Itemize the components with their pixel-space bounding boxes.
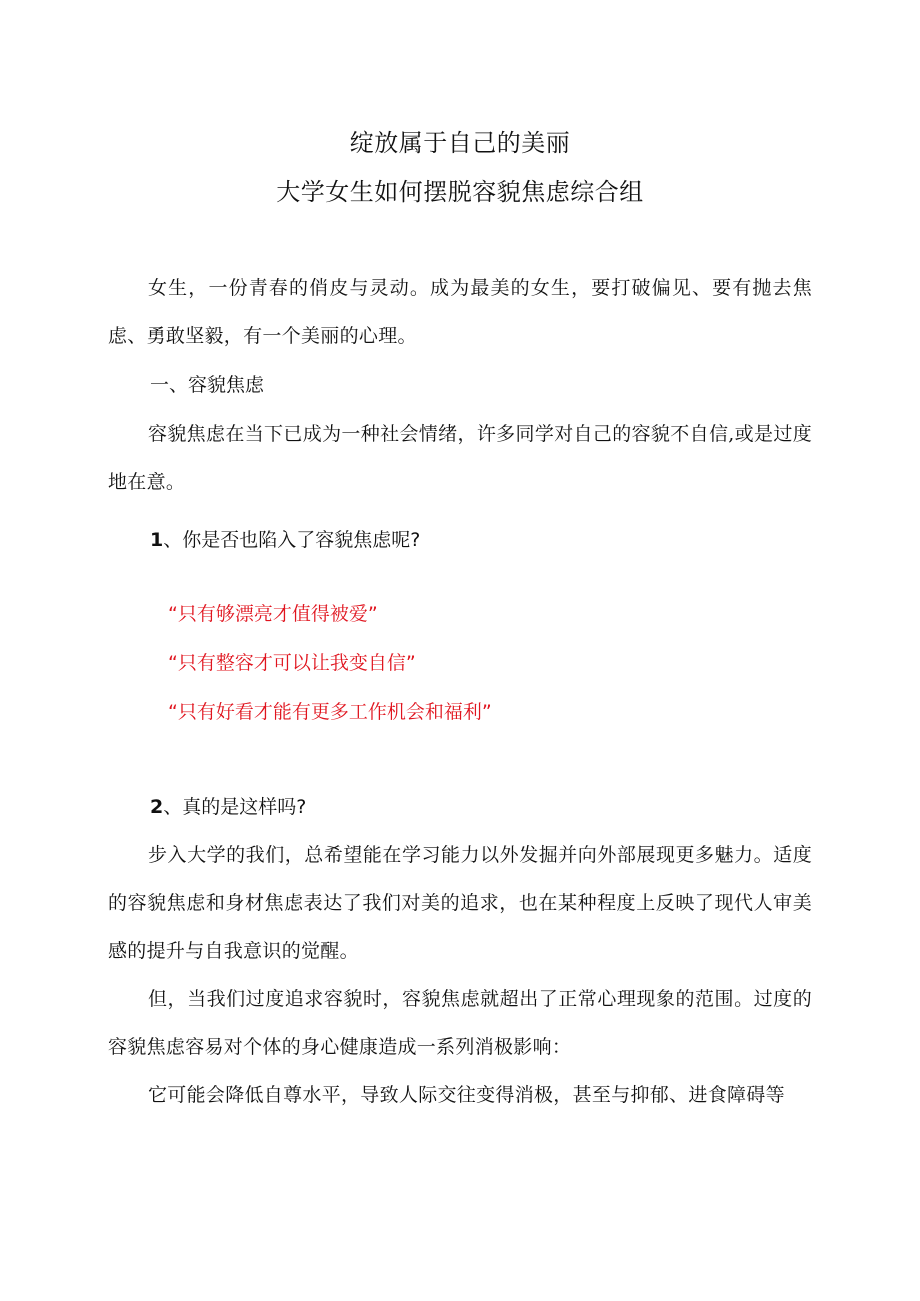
subheading-1-number: 1 bbox=[150, 529, 164, 551]
quote-item: “只有整容才可以让我变自信” bbox=[168, 652, 416, 674]
subheading-1-text: 、你是否也陷入了容貌焦虑呢? bbox=[163, 529, 421, 551]
subheading-2 bbox=[150, 794, 306, 820]
body-paragraph: 但，当我们过度追求容貌时，容貌焦虑就超出了正常心理现象的范围。过度的容貌焦虑容易对个体的身心健康造成一系列消极影响： bbox=[108, 988, 812, 1058]
quote-item: “只有够漂亮才值得被爱” bbox=[168, 603, 378, 625]
body-paragraph: 它可能会降低自尊水平，导致人际交往变得消极，甚至与抑郁、进食障碍等 bbox=[148, 1084, 785, 1106]
subheading-2-text: 、真的是这样吗? bbox=[163, 796, 307, 818]
quote-item: “只有好看才能有更多工作机会和福利” bbox=[168, 701, 492, 723]
section-1-paragraph: 容貌焦虑在当下已成为一种社会情绪，许多同学对自己的容貌不自信,或是过度地在意。 bbox=[108, 423, 812, 493]
title-line-1: 绽放属于自己的美丽 bbox=[349, 129, 571, 157]
intro-paragraph: 女生，一份青春的俏皮与灵动。成为最美的女生，要打破偏见、要有抛去焦虑、勇敢坚毅，有一个美丽的心理。 bbox=[108, 277, 812, 347]
subheading-2-number: 2 bbox=[150, 796, 164, 818]
section-heading-appearance-anxiety: 一、容貌焦虑 bbox=[150, 374, 265, 396]
title-line-2: 大学女生如何摆脱容貌焦虑综合组 bbox=[276, 178, 644, 206]
subheading-1 bbox=[150, 527, 420, 553]
body-paragraph: 步入大学的我们，总希望能在学习能力以外发掘并向外部展现更多魅力。适度的容貌焦虑和身材焦虑表达了我们对美的追求，也在某种程度上反映了现代人审美感的提升与自我意识的觉醒。 bbox=[108, 844, 812, 962]
